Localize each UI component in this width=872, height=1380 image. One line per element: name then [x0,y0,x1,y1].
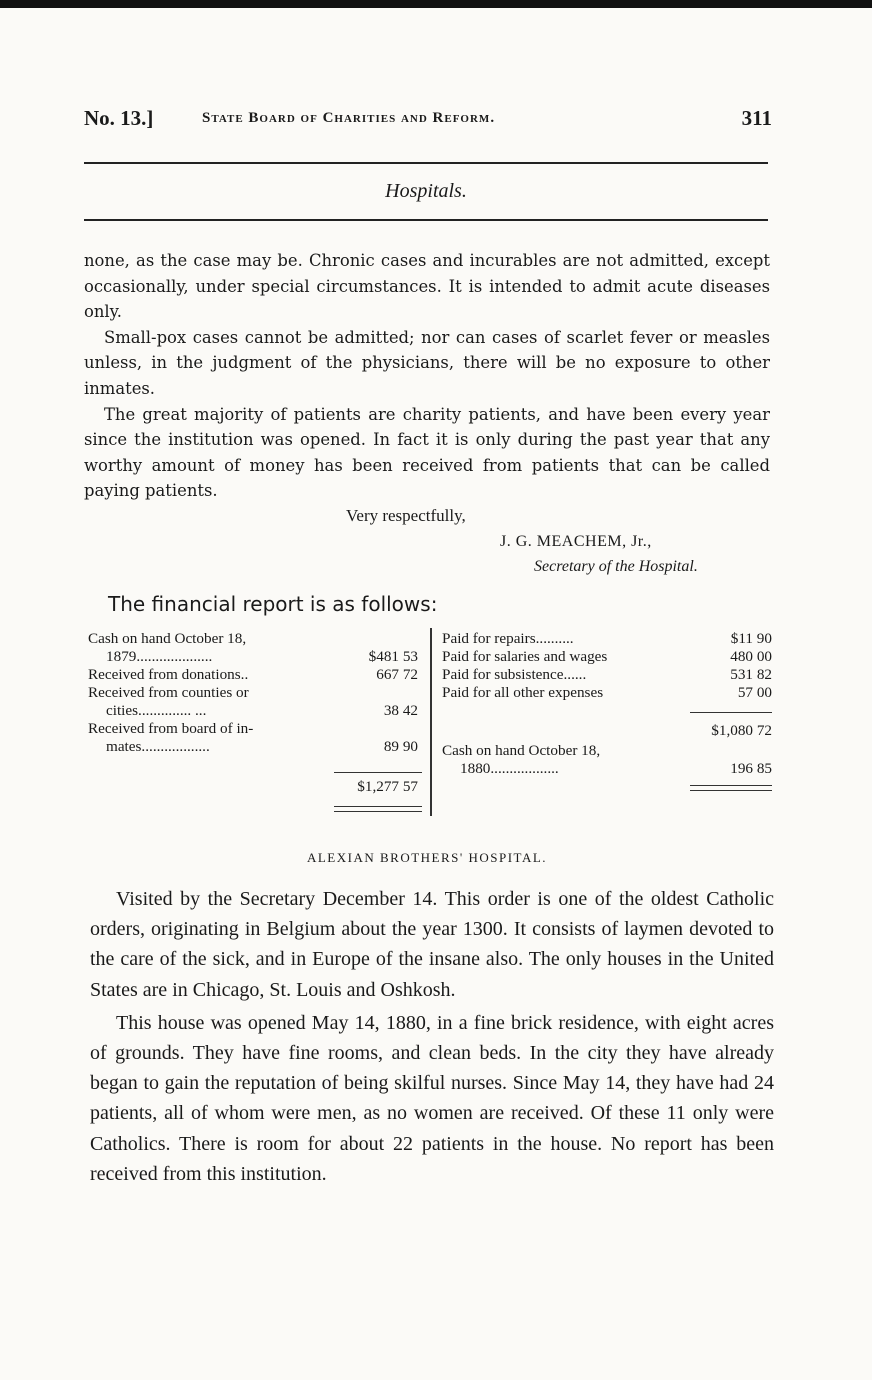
receipt-row [88,702,418,720]
header-rule-top [84,162,768,164]
disbursement-amount: 57 00 [737,684,772,701]
closing-salutation: Very respectfully, [346,506,466,525]
disbursement-row [442,684,772,702]
column-divider [430,628,432,816]
receipt-label: 1879.................... [106,648,213,665]
receipts-double-rule [334,806,422,812]
paragraph: Small-pox cases cannot be admitted; nor can cases of scarlet fever or measles unless, in the judgment of the physicians, there will be no exposure to other inmates. [84,327,770,398]
disbursement-row [442,630,772,648]
disbursement-amount: $11 90 [730,630,772,647]
disbursement-amount: 531 82 [730,666,772,683]
page-number: 311 [741,106,772,130]
receipt-label: cities.............. ... [106,702,207,719]
disbursements-total [442,722,772,740]
cash-on-hand-amount: 196 85 [730,760,772,777]
running-header [84,106,772,136]
receipts-column [88,630,418,756]
top-paragraphs [84,248,770,504]
receipt-label: Received from counties or [88,684,249,701]
receipt-label: Received from donations.. [88,666,249,683]
disbursement-amount: 480 00 [730,648,772,665]
running-title: State Board of Charities and Reform. [202,110,496,126]
paragraph: Visited by the Secretary December 14. This order is one of the oldest Catholic orders, originating in Belgium about the year 1300. It consists of laymen devoted to the care of the sick, and in Europe of the insane also. The only houses in the United States are in Chicago, St. Louis and Oshkosh. [90,888,774,1001]
receipt-label: Received from board of in- [88,720,254,737]
receipt-amount: 38 42 [383,702,418,719]
disbursement-row [442,666,772,684]
cash-on-hand-label: Cash on hand October 18, [442,742,601,759]
signer-title: Secretary of the Hospital. [534,558,698,575]
receipt-amount: $481 53 [368,648,418,665]
document-number: No. 13.] [84,106,154,130]
receipt-row [88,666,418,684]
disbursement-label: Paid for subsistence...... [442,666,587,683]
disbursements-double-rule [690,785,772,791]
receipt-amount: 89 90 [383,738,418,755]
section-title: Hospitals. [385,180,467,202]
disbursement-label: Paid for all other expenses [442,684,604,701]
paragraph: The great majority of patients are charity patients, and have been every year since the institution was opened. In fact it is only during the past year that any worthy amount of money has been received from patients that can be called paying patients. [84,404,770,501]
header-rule-bottom [84,219,768,221]
receipts-total [300,778,418,796]
paragraph: none, as the case may be. Chronic cases and incurables are not admitted, except occasionally, under special circumstances. It is intended to admit acute diseases only. [84,251,770,322]
disbursements-total-amount: $1,080 72 [711,722,772,739]
scan-edge-bar [0,0,872,8]
disbursement-label: Paid for salaries and wages [442,648,608,665]
disbursements-column [442,630,772,702]
receipt-row [88,648,418,666]
receipt-row [88,684,418,702]
receipt-amount: 667 72 [376,666,418,683]
disbursements-total-rule [690,712,772,713]
hospital-subheading: ALEXIAN BROTHERS' HOSPITAL. [306,850,548,865]
cash-on-hand-block [442,742,772,778]
receipts-total-amount: $1,277 57 [357,778,418,795]
receipt-row [88,738,418,756]
receipt-label: Cash on hand October 18, [88,630,247,647]
financial-intro: The financial report is as follows: [108,592,438,616]
bottom-paragraphs [90,884,774,1192]
paragraph: This house was opened May 14, 1880, in a fine brick residence, with eight acres of grounds. They have fine rooms, and clean beds. In the city they have already began to gain the reputation of being skilful nurses. Since May 14, they have had 24 patients, all of whom were men, as no women are received. Of these 11 only were Catholics. There is room for about 22 patients in the house. No report has been received from this institution. [90,1011,774,1185]
disbursement-row [442,648,772,666]
receipt-row [88,720,418,738]
cash-on-hand-year: 1880.................. [460,760,559,777]
receipt-row [88,630,418,648]
disbursement-label: Paid for repairs.......... [442,630,574,647]
receipt-label: mates.................. [106,738,210,755]
receipts-total-rule [334,772,422,773]
signer-name: J. G. MEACHEM, Jr., [500,533,652,550]
